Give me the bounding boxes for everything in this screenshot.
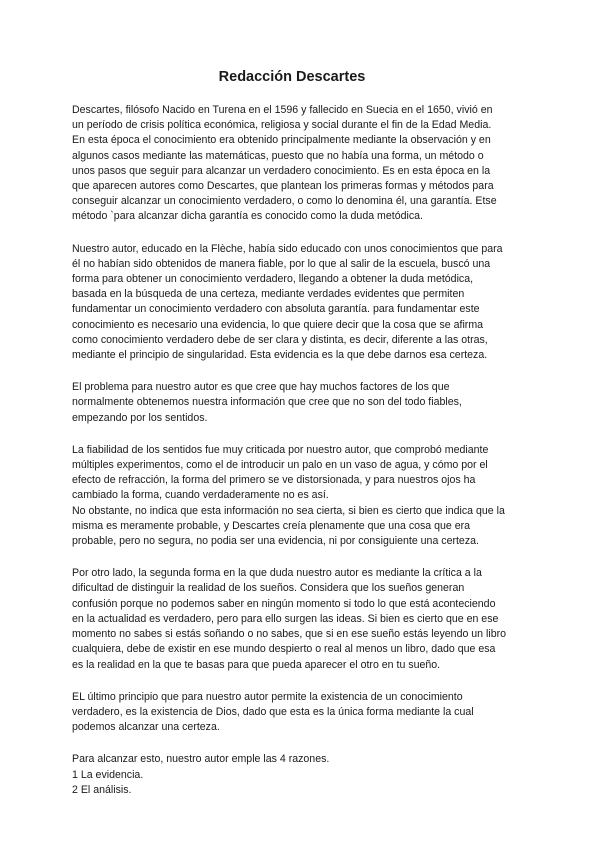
text-line: podemos alcanzar una certeza. bbox=[72, 721, 220, 734]
text-line: No obstante, no indica que esta información no sea cierta, si bien es cierto que indica que la bbox=[72, 504, 505, 517]
text-line: forma para obtener un conocimiento verdadero, llegando a obtener la duda metódica, bbox=[72, 273, 474, 286]
text-line: que aparecen autores como Descartes, que plantean los primeras formas y métodos para bbox=[72, 180, 494, 193]
text-line: método `para alcanzar dicha garantía es conocido como la duda metódica. bbox=[72, 210, 423, 223]
paragraph-context bbox=[72, 103, 512, 225]
paragraph-problema bbox=[72, 380, 512, 426]
text-line: conocimiento es necesario una evidencia, lo que quiere decir que la cosa que se afirma bbox=[72, 318, 484, 331]
document-title: Redacción Descartes bbox=[218, 69, 366, 85]
text-line: en la actualidad es verdadero, pero para ello surgen las ideas. Si bien es cierto que en ese bbox=[72, 612, 499, 625]
paragraph-dios bbox=[72, 690, 512, 736]
paragraph-sentidos bbox=[72, 443, 512, 549]
text-line: Por otro lado, la segunda forma en la que duda nuestro autor es mediante la crítica a la bbox=[72, 567, 482, 580]
text-line: En esta época el conocimiento era obtenido principalmente mediante la observación y en bbox=[72, 134, 491, 147]
text-line: Descartes, filósofo Nacido en Turena en el 1596 y fallecido en Suecia en el 1650, vivió en bbox=[72, 104, 493, 116]
text-line: basada en la búsqueda de una certeza, mediante verdades evidentes que permiten bbox=[72, 288, 465, 301]
text-line: normalmente obtenemos nuestra información que cree que no son del todo fiables, bbox=[72, 396, 462, 409]
text-line: efecto de refracción, la forma del primero se ve distorsionada, y para nuestros ojos ha bbox=[72, 474, 476, 487]
text-line: él no habían sido obtenidos de manera fiable, por lo que al salir de la escuela, buscó una bbox=[72, 257, 491, 270]
text-line: El problema para nuestro autor es que cree que hay muchos factores de los que bbox=[72, 381, 450, 394]
text-line: misma es meramente probable, y Descartes creía plenamente que una cosa que era bbox=[72, 519, 471, 532]
paragraph-duda-metodica bbox=[72, 242, 512, 364]
reasons-list bbox=[72, 752, 512, 798]
list-item: 2 El análisis. bbox=[72, 783, 132, 796]
text-line: confusión porque no podemos saber en ningún momento si todo lo que está aconteciendo bbox=[72, 597, 496, 610]
text-line: empezando por los sentidos. bbox=[72, 411, 208, 424]
text-line: mediante el principio de singularidad. Esta evidencia es la que debe darnos esa certeza. bbox=[72, 349, 488, 362]
text-line: conseguir alcanzar un conocimiento verdadero, o como lo denomina él, una garantía. Etse bbox=[72, 195, 497, 208]
text-line: Nuestro autor, educado en la Flèche, había sido educado con unos conocimientos que para bbox=[72, 242, 503, 255]
text-line: momento no sabes si estás soñando o no sabes, que si en ese sueño estás leyendo un libro bbox=[72, 628, 507, 641]
text-line: es la realidad en la que te basas para que pueda aparecer el otro en tu sueño. bbox=[72, 658, 441, 671]
text-line: un período de crisis política económica, religiosa y social durante el fin de la Edad Media. bbox=[72, 119, 492, 132]
text-line: verdadero, es la existencia de Dios, dado que esta es la única forma mediante la cual bbox=[72, 705, 474, 718]
text-line: múltiples experimentos, como el de introducir un palo en un vaso de agua, y cómo por el bbox=[72, 459, 488, 472]
text-line: cambiado la forma, cuando verdaderamente no es así. bbox=[72, 489, 329, 502]
text-line: La fiabilidad de los sentidos fue muy criticada por nuestro autor, que comprobó mediante bbox=[72, 443, 489, 456]
list-item: 1 La evidencia. bbox=[72, 768, 144, 781]
text-line: como conocimiento verdadero debe de ser clara y distinta, es decir, diferente a las otras, bbox=[72, 333, 488, 346]
text-line: unos pasos que seguir para alcanzar un verdadero conocimiento. Es en esta época en la bbox=[72, 164, 491, 177]
text-line: probable, pero no segura, no podia ser una evidencia, ni por consiguiente una certeza. bbox=[72, 535, 479, 548]
paragraph-suenos bbox=[72, 566, 512, 672]
text-line: EL último principio que para nuestro autor permite la existencia de un conocimiento bbox=[72, 690, 463, 703]
text-line: algunos casos mediante las matemáticas, puesto que no había una forma, un método o bbox=[72, 149, 484, 162]
text-line: fundamentar un conocimiento verdadero con absoluta garantía. para fundamentar este bbox=[72, 303, 480, 316]
reasons-intro: Para alcanzar esto, nuestro autor emple las 4 razones. bbox=[72, 753, 330, 766]
text-line: dificultad de distinguir la realidad de los sueños. Considera que los sueños generan bbox=[72, 582, 465, 595]
text-line: cualquiera, debe de existir en ese mundo despierto o real al menos un libro, dado que esa bbox=[72, 643, 496, 656]
